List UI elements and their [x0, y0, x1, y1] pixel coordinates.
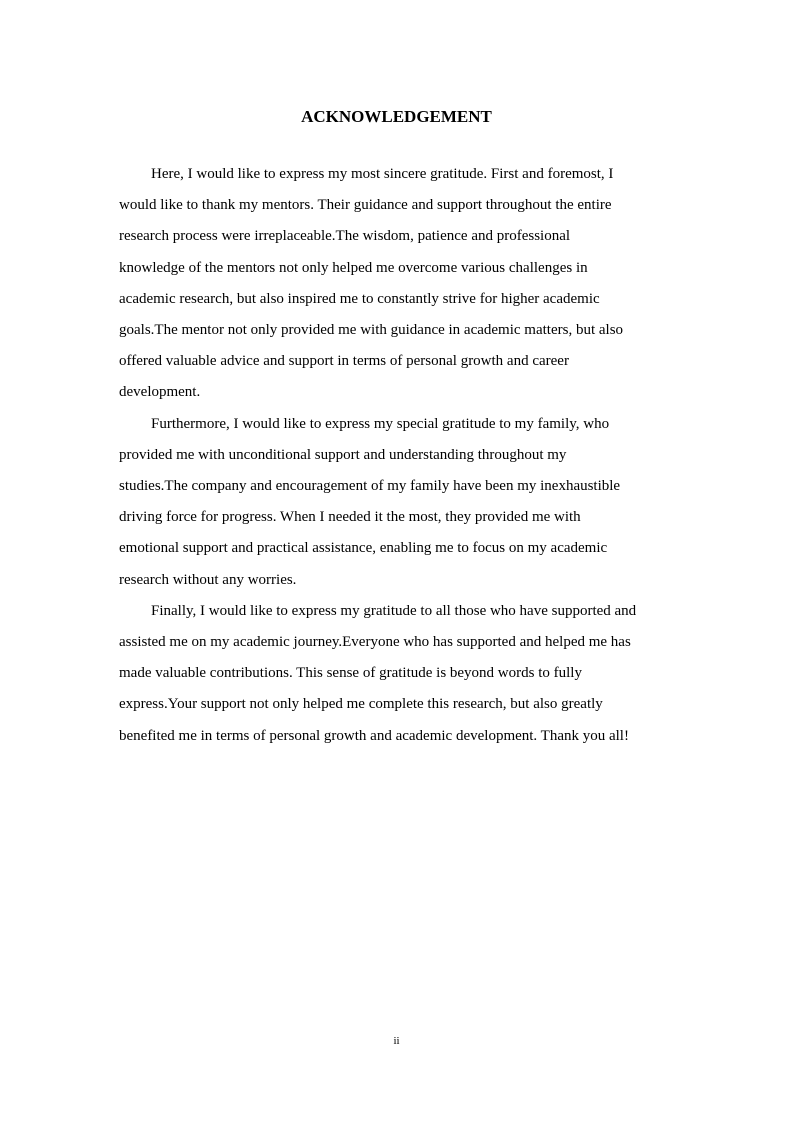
text-line: provided me with unconditional support and understanding throughout my — [119, 446, 567, 463]
text-line: would like to thank my mentors. Their guidance and support throughout the entire — [119, 197, 612, 214]
text-line: offered valuable advice and support in terms of personal growth and career — [119, 353, 569, 370]
text-line: studies.The company and encouragement of my family have been my inexhaustible — [119, 478, 621, 495]
paragraph-1 — [119, 159, 679, 409]
text-line: benefited me in terms of personal growth and academic development. Thank you all! — [119, 727, 629, 744]
text-line: academic research, but also inspired me to constantly strive for higher academic — [119, 290, 600, 307]
text-line: express.Your support not only helped me complete this research, but also greatly — [119, 696, 603, 713]
paragraph-2 — [119, 409, 679, 596]
text-line: driving force for progress. When I needed it the most, they provided me with — [119, 509, 581, 526]
page-title: ACKNOWLEDGEMENT — [301, 107, 492, 126]
paragraph-3 — [119, 596, 679, 752]
page-number: ii — [393, 1035, 400, 1047]
text-line: goals.The mentor not only provided me with guidance in academic matters, but also — [119, 322, 624, 339]
text-line: Here, I would like to express my most sincere gratitude. First and foremost, I — [151, 166, 614, 182]
text-line: assisted me on my academic journey.Everyone who has supported and helped me has — [119, 634, 631, 651]
text-line: knowledge of the mentors not only helped me overcome various challenges in — [119, 259, 588, 276]
acknowledgement-body — [119, 159, 679, 752]
text-line: development. — [119, 384, 201, 401]
text-line: research process were irreplaceable.The wisdom, patience and professional — [119, 228, 571, 245]
text-line: Furthermore, I would like to express my special gratitude to my family, who — [151, 415, 610, 432]
text-line: Finally, I would like to express my gratitude to all those who have supported and — [151, 602, 637, 619]
text-line: emotional support and practical assistance, enabling me to focus on my academic — [119, 540, 608, 557]
text-line: made valuable contributions. This sense of gratitude is beyond words to fully — [119, 665, 582, 682]
text-line: research without any worries. — [119, 571, 297, 588]
